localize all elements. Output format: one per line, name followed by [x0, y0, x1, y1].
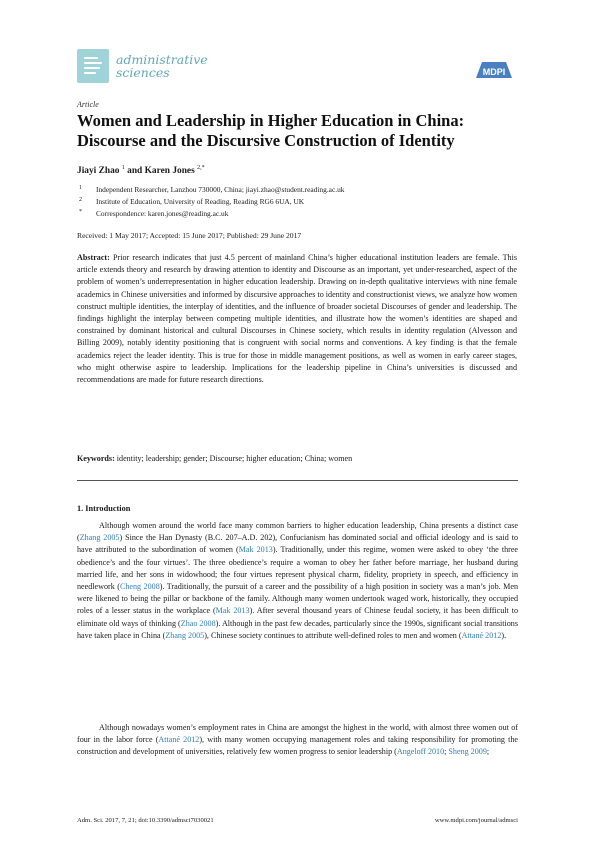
citation-link[interactable]: Sheng 2009: [448, 747, 487, 757]
body-paragraph: [77, 520, 518, 642]
citation-link[interactable]: Angeloff 2010: [396, 747, 445, 757]
mdpi-logo-text: MDPI: [482, 67, 506, 77]
article-title: Women and Leadership in Higher Education in China: Discourse and the Discursive Construction of Identity: [77, 111, 465, 150]
paragraph-text: ). After several thousand years of Chinese feudal society, it has been difficult to eliminate old ways of thinking (: [77, 606, 518, 628]
affiliation-mark: 2: [79, 197, 82, 203]
affiliation-text: Correspondence: karen.jones@reading.ac.uk: [96, 209, 229, 218]
footer-citation: Adm. Sci. 2017, 7, 21; doi:10.3390/admsci7030021: [77, 817, 214, 824]
article-type: Article: [77, 100, 99, 109]
citation-link[interactable]: Zhao 2008: [180, 618, 216, 628]
publication-dates: Received: 1 May 2017; Accepted: 15 June 2017; Published: 29 June 2017: [77, 231, 302, 240]
abstract-label: Abstract:: [77, 253, 110, 262]
citation-link[interactable]: Zhang 2005: [165, 630, 205, 640]
journal-name: [116, 53, 208, 79]
section-heading: 1. Introduction: [77, 504, 131, 513]
paragraph-text: ). Traditionally, the pursuit of a career and the possibility of a high position in society was a man’s job. Men were likened to being the pillar or backbone of the family. Although many women undertook waged work, historically, they occupied roles of a lesser status in the workplace (: [77, 582, 518, 616]
author-list: [77, 165, 205, 176]
author-name: Jiayi Zhao: [77, 166, 120, 177]
paragraph-text: ;: [486, 747, 490, 757]
author-sup: 1: [121, 165, 125, 171]
citation-link[interactable]: Cheng 2008: [119, 582, 160, 592]
keywords-label: Keywords:: [77, 454, 115, 463]
journal-logo: [77, 49, 109, 83]
affiliation-text: Institute of Education, University of Reading, Reading RG6 6UA, UK: [96, 197, 305, 206]
section-divider: [77, 480, 518, 481]
journal-name-line1: administrative: [116, 52, 208, 67]
footer-journal-url[interactable]: www.mdpi.com/journal/admsci: [434, 817, 518, 824]
affiliation-text: Independent Researcher, Lanzhou 730000, China; jiayi.zhao@student.reading.ac.uk: [96, 185, 345, 194]
paragraph-text: Although women around the world face many common barriers to higher education leadership, China presents a distinct case (: [77, 521, 518, 543]
author-sup: 2,*: [197, 165, 205, 171]
keywords: [77, 454, 517, 463]
body-paragraph: [77, 722, 518, 759]
citation-link[interactable]: Mak 2013: [215, 606, 250, 616]
paragraph-text: ).: [501, 630, 507, 640]
paragraph-text: ), Chinese society continues to attribute well-defined roles to men and women (: [204, 630, 462, 640]
affiliation-mark: *: [79, 209, 82, 215]
citation-link[interactable]: Attané 2012: [158, 735, 200, 745]
author-name: Karen Jones: [144, 166, 195, 177]
abstract-text: Prior research indicates that just 4.5 percent of mainland China’s higher educational institution leaders are female. This article extends theory and research by drawing attention to identity and Discourse as an important, yet under-researched, aspect of the problem of women’s underrepresentation in higher education leadership. Drawing on in-depth qualitative interviews with nine female academics in Chinese universities and informed by discursive approaches to identity and constructionist views, we analyze how women construct multiple identities, the interplay of identities, and the influence of broader societal Discourses of gender and leadership. The findings highlight the interplay between competing multiple identities, and illustrate how the women’s identities are shaped and constrained by dominant historical and cultural Discourses in Chinese society, which results in identity regulation (Alvesson and Billing 2009), notably identity positioning that is congruent with social norms and conventions. A key finding is that the female academics reject the leader identity. This is true for those in middle management positions, as well as women in early career stages, who might otherwise aspire to leadership. Implications for the leadership pipeline in China’s universities is discussed and recommendations are made for future research directions.: [77, 253, 517, 385]
paragraph-text: ). Although in the past few decades, particularly since the 1990s, significant social transitions have taken place in China (: [77, 618, 519, 640]
paragraph-text: ), with many women occupying management roles and taking responsibility for promoting the construction and development of universities, relatively few women progress to senior leadership (: [77, 735, 518, 757]
abstract: [77, 252, 517, 386]
paragraph-text: ) Since the Han Dynasty (B.C. 207–A.D. 202), Confucianism has dominated social and official ideology and is said to have attributed to the subordination of women (: [77, 533, 519, 555]
citation-link[interactable]: Mak 2013: [238, 545, 273, 555]
citation-link[interactable]: Zhang 2005: [79, 533, 120, 543]
author-join: and: [127, 166, 143, 177]
journal-name-line2: sciences: [116, 65, 170, 80]
mdpi-logo: [472, 58, 516, 82]
paragraph-text: Although nowadays women’s employment rates in China are amongst the highest in the world, with almost three women out of four in the labor force (: [77, 723, 518, 745]
paragraph-text: ). Traditionally, under this regime, women were asked to obey ‘the three obedience’s and the four virtues’. The three obedience’s require a woman to obey her father before marriage, her husband during married life, and her sons in widowhood; the four virtues represent physical charm, fidelity, propriety in speech, and efficiency in needlework (: [77, 545, 518, 592]
affiliation-mark: 1: [79, 185, 82, 191]
keywords-text: identity; leadership; gender; Discourse; higher education; China; women: [116, 454, 353, 463]
citation-link[interactable]: Attané 2012: [461, 630, 502, 640]
paragraph-text: ;: [444, 747, 449, 757]
